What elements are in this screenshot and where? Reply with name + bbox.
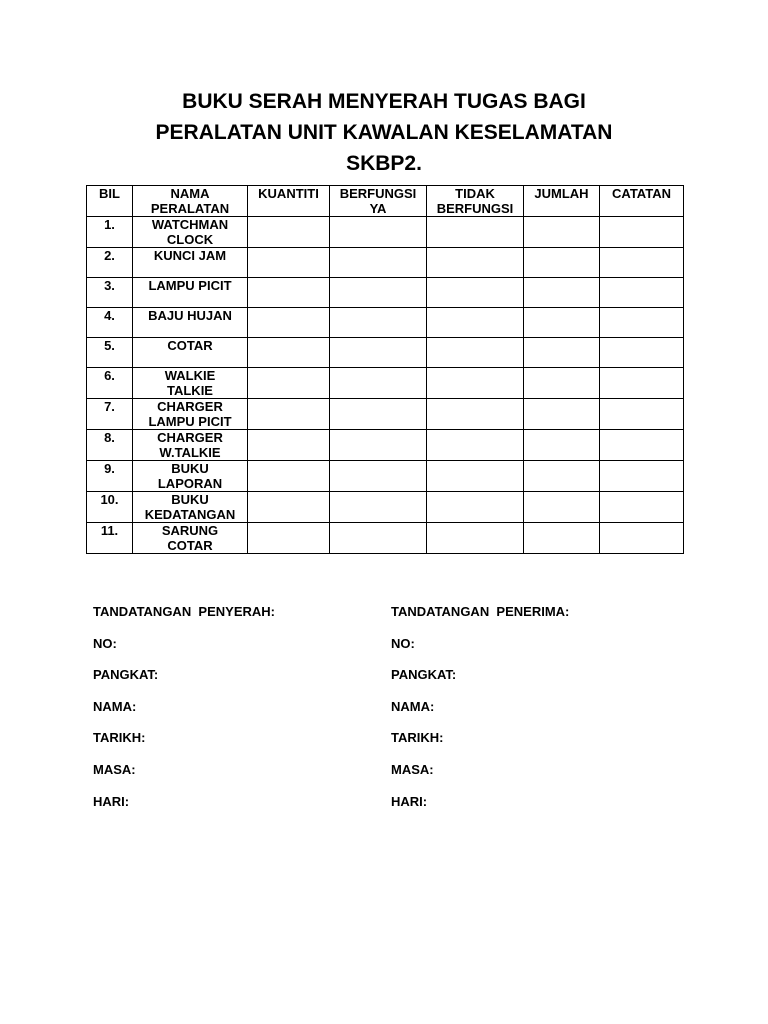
penerima-heading: TANDATANGAN PENERIMA:: [391, 604, 570, 619]
cell-jumlah[interactable]: [524, 308, 600, 338]
cell-kuantiti[interactable]: [248, 399, 330, 430]
cell-catatan[interactable]: [600, 523, 684, 554]
cell-jumlah[interactable]: [524, 338, 600, 368]
table-row: [87, 217, 684, 248]
cell-jumlah[interactable]: [524, 430, 600, 461]
equipment-table-body: [87, 217, 684, 554]
penyerah-tarikh-field: TARIKH:: [93, 730, 146, 746]
cell-tidak-berfungsi[interactable]: [427, 523, 524, 554]
cell-tidak-berfungsi[interactable]: [427, 248, 524, 278]
cell-nama-peralatan: [133, 308, 248, 338]
cell-berfungsi-ya[interactable]: [330, 523, 427, 554]
nama-line-1: BUKU: [171, 461, 209, 476]
table-row: [87, 308, 684, 338]
penerima-masa-field: MASA:: [391, 761, 434, 777]
nama-line-1: WATCHMAN: [151, 217, 229, 232]
cell-kuantiti[interactable]: [248, 308, 330, 338]
cell-berfungsi-ya[interactable]: [330, 430, 427, 461]
cell-berfungsi-ya[interactable]: [330, 278, 427, 308]
cell-nama-peralatan: [133, 248, 248, 278]
cell-nama-peralatan: [133, 492, 248, 523]
penyerah-masa-field: MASA:: [93, 761, 136, 777]
nama-line-1: SARUNG: [161, 523, 219, 538]
cell-tidak-berfungsi[interactable]: [427, 308, 524, 338]
nama-line-1: CHARGER: [157, 399, 223, 414]
cell-jumlah[interactable]: [524, 492, 600, 523]
header-berfungsi-ya: BERFUNGSI YA: [330, 186, 427, 217]
nama-line-1: CHARGER: [157, 430, 223, 445]
cell-bil: 2.: [87, 248, 133, 278]
cell-nama-peralatan: [133, 523, 248, 554]
cell-catatan[interactable]: [600, 399, 684, 430]
nama-line-2: TALKIE: [167, 383, 213, 398]
penerima-hari-field: HARI:: [391, 793, 428, 809]
header-nama-peralatan: NAMA PERALATAN: [133, 186, 248, 217]
cell-tidak-berfungsi[interactable]: [427, 338, 524, 368]
header-catatan: CATATAN: [600, 186, 684, 217]
penyerah-nama-field: NAMA:: [93, 698, 137, 714]
cell-tidak-berfungsi[interactable]: [427, 278, 524, 308]
cell-bil: 8.: [87, 430, 133, 461]
cell-bil: 9.: [87, 461, 133, 492]
nama-line-2: CLOCK: [166, 232, 214, 247]
table-row: [87, 399, 684, 430]
cell-kuantiti[interactable]: [248, 461, 330, 492]
title-line-2: PERALATAN UNIT KAWALAN KESELAMATAN: [155, 121, 613, 144]
penerima-section: [391, 604, 569, 825]
cell-nama-peralatan: [133, 461, 248, 492]
nama-line-1: BAJU HUJAN: [148, 308, 232, 323]
penyerah-no-field: NO:: [93, 635, 117, 651]
cell-nama-peralatan: [133, 430, 248, 461]
cell-jumlah[interactable]: [524, 368, 600, 399]
nama-line-2: COTAR: [167, 538, 213, 553]
cell-tidak-berfungsi[interactable]: [427, 368, 524, 399]
table-row: [87, 248, 684, 278]
nama-line-2: LAPORAN: [157, 476, 223, 491]
cell-berfungsi-ya[interactable]: [330, 248, 427, 278]
header-bil: BIL: [87, 186, 133, 217]
cell-kuantiti[interactable]: [248, 278, 330, 308]
nama-line-2: W.TALKIE: [159, 445, 221, 460]
cell-jumlah[interactable]: [524, 248, 600, 278]
cell-bil: 10.: [87, 492, 133, 523]
equipment-table: [86, 185, 684, 554]
cell-catatan[interactable]: [600, 248, 684, 278]
cell-kuantiti[interactable]: [248, 338, 330, 368]
cell-berfungsi-ya[interactable]: [330, 338, 427, 368]
cell-kuantiti[interactable]: [248, 217, 330, 248]
penyerah-hari-field: HARI:: [93, 793, 130, 809]
cell-bil: 3.: [87, 278, 133, 308]
table-row: [87, 492, 684, 523]
table-row: [87, 461, 684, 492]
penyerah-heading: TANDATANGAN PENYERAH:: [93, 604, 275, 619]
table-row: [87, 430, 684, 461]
penerima-no-field: NO:: [391, 635, 415, 651]
cell-catatan[interactable]: [600, 430, 684, 461]
nama-line-1: KUNCI JAM: [153, 248, 227, 263]
penyerah-pangkat-field: PANGKAT:: [93, 667, 159, 683]
cell-kuantiti[interactable]: [248, 430, 330, 461]
cell-berfungsi-ya[interactable]: [330, 461, 427, 492]
table-row: [87, 523, 684, 554]
header-tidak-berfungsi: TIDAK BERFUNGSI: [427, 186, 524, 217]
penyerah-section: [93, 604, 275, 825]
cell-kuantiti[interactable]: [248, 248, 330, 278]
cell-berfungsi-ya[interactable]: [330, 308, 427, 338]
nama-line-2: LAMPU PICIT: [148, 414, 232, 429]
cell-tidak-berfungsi[interactable]: [427, 399, 524, 430]
header-kuantiti: KUANTITI: [248, 186, 330, 217]
title-line-3: SKBP2.: [346, 152, 422, 175]
penerima-pangkat-field: PANGKAT:: [391, 667, 457, 683]
cell-bil: 7.: [87, 399, 133, 430]
title-line-1: BUKU SERAH MENYERAH TUGAS BAGI: [182, 90, 586, 113]
cell-nama-peralatan: [133, 278, 248, 308]
nama-line-2: KEDATANGAN: [144, 507, 236, 522]
penerima-tarikh-field: TARIKH:: [391, 730, 444, 746]
cell-nama-peralatan: [133, 368, 248, 399]
cell-bil: 1.: [87, 217, 133, 248]
cell-berfungsi-ya[interactable]: [330, 217, 427, 248]
cell-jumlah[interactable]: [524, 523, 600, 554]
cell-tidak-berfungsi[interactable]: [427, 461, 524, 492]
cell-nama-peralatan: [133, 338, 248, 368]
cell-catatan[interactable]: [600, 492, 684, 523]
cell-jumlah[interactable]: [524, 278, 600, 308]
cell-tidak-berfungsi[interactable]: [427, 217, 524, 248]
cell-jumlah[interactable]: [524, 217, 600, 248]
cell-catatan[interactable]: [600, 338, 684, 368]
table-header-row: [87, 186, 684, 217]
cell-catatan[interactable]: [600, 368, 684, 399]
cell-catatan[interactable]: [600, 308, 684, 338]
cell-bil: 6.: [87, 368, 133, 399]
cell-jumlah[interactable]: [524, 461, 600, 492]
nama-line-1: BUKU: [171, 492, 209, 507]
cell-berfungsi-ya[interactable]: [330, 492, 427, 523]
cell-jumlah[interactable]: [524, 399, 600, 430]
cell-catatan[interactable]: [600, 461, 684, 492]
table-row: [87, 368, 684, 399]
cell-catatan[interactable]: [600, 217, 684, 248]
cell-berfungsi-ya[interactable]: [330, 399, 427, 430]
cell-nama-peralatan: [133, 399, 248, 430]
cell-catatan[interactable]: [600, 278, 684, 308]
cell-nama-peralatan: [133, 217, 248, 248]
header-jumlah: JUMLAH: [524, 186, 600, 217]
cell-tidak-berfungsi[interactable]: [427, 492, 524, 523]
cell-kuantiti[interactable]: [248, 368, 330, 399]
cell-tidak-berfungsi[interactable]: [427, 430, 524, 461]
nama-line-1: LAMPU PICIT: [148, 278, 232, 293]
penerima-nama-field: NAMA:: [391, 698, 435, 714]
cell-kuantiti[interactable]: [248, 492, 330, 523]
document-title: [84, 86, 684, 179]
table-row: [87, 338, 684, 368]
cell-bil: 5.: [87, 338, 133, 368]
nama-line-1: COTAR: [167, 338, 213, 353]
cell-kuantiti[interactable]: [248, 523, 330, 554]
cell-bil: 4.: [87, 308, 133, 338]
cell-berfungsi-ya[interactable]: [330, 368, 427, 399]
nama-line-1: WALKIE: [164, 368, 216, 383]
cell-bil: 11.: [87, 523, 133, 554]
table-row: [87, 278, 684, 308]
